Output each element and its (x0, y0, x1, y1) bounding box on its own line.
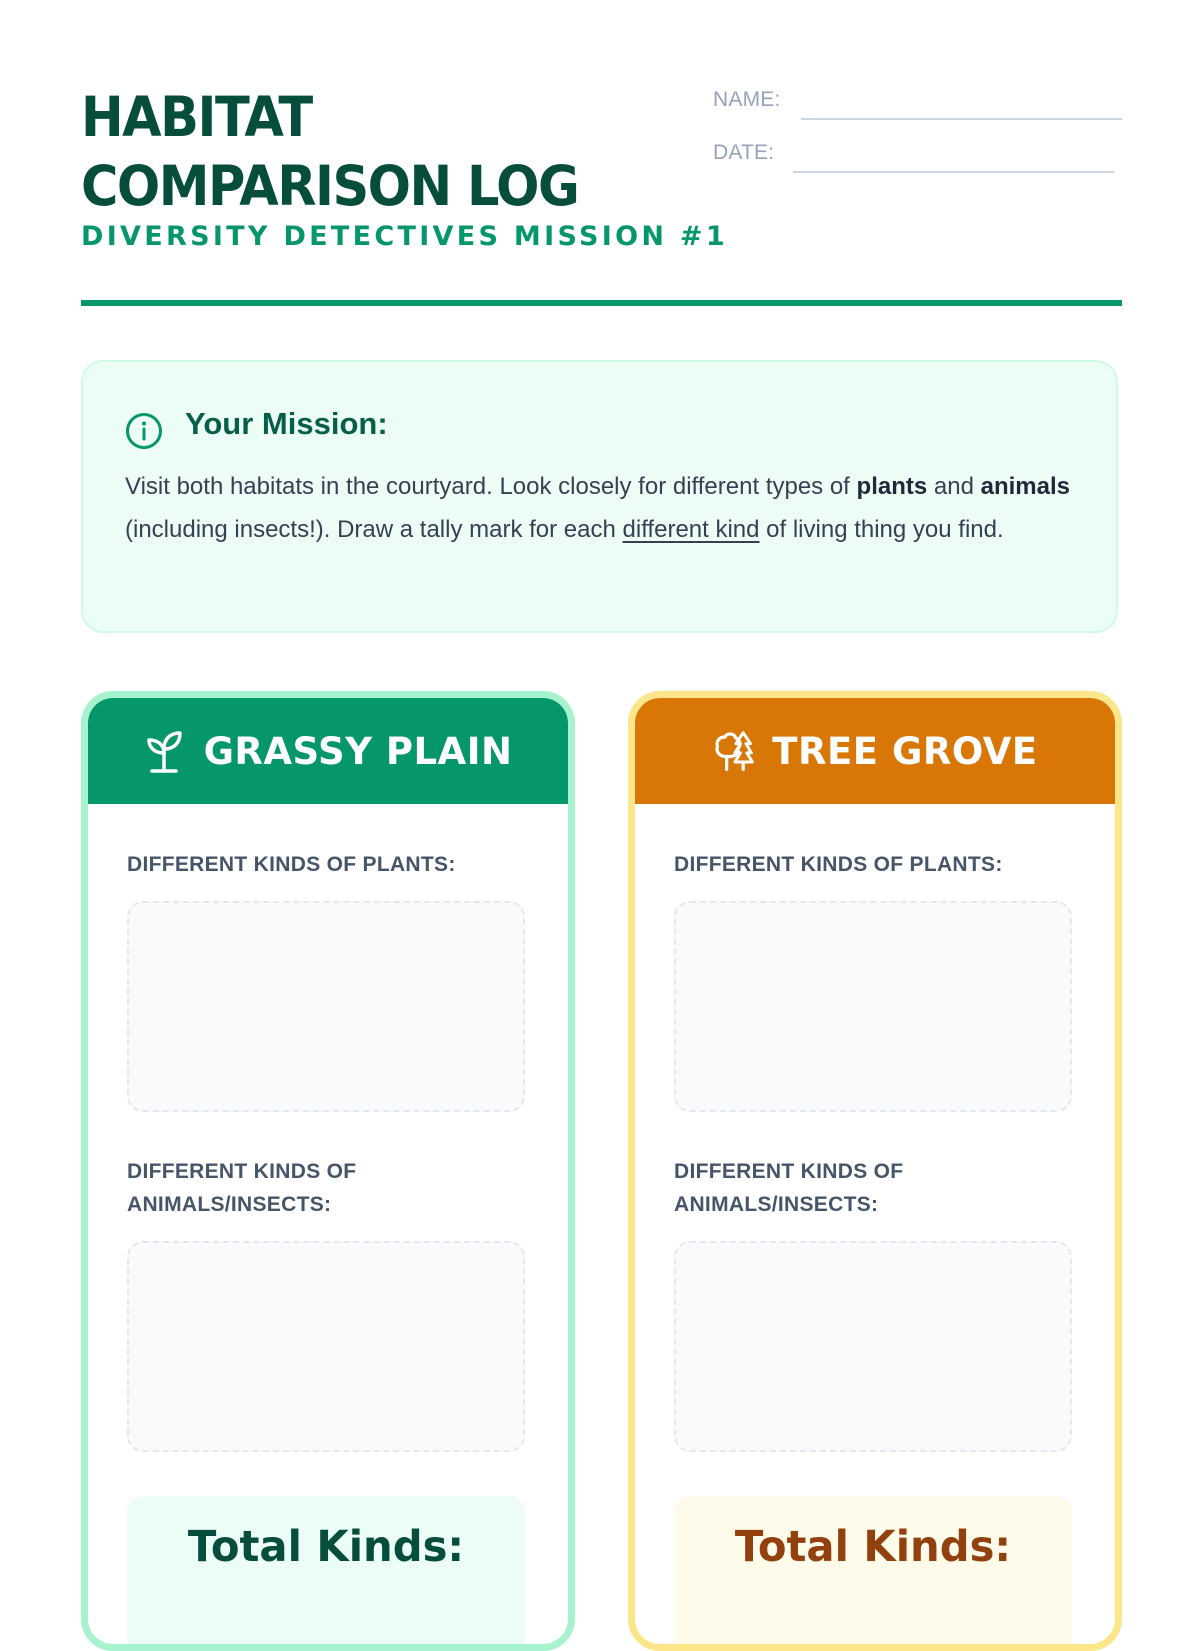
trees-icon (712, 727, 756, 775)
tree-grove-card (628, 691, 1122, 1651)
plants-tally-box[interactable] (674, 901, 1072, 1112)
plants-label: DIFFERENT KINDS OF PLANTS: (127, 853, 456, 876)
name-line[interactable] (801, 118, 1122, 120)
tree-grove-header (635, 698, 1115, 804)
mission-instructions: Visit both habitats in the courtyard. Look closely for different types of plants and animals (including insects!). Draw a tally mark for each different kind of living thing you find. (125, 473, 1070, 543)
total-kinds-box[interactable] (127, 1496, 525, 1651)
total-kinds-label: Total Kinds: (734, 1522, 1012, 1572)
grassy-plain-header (88, 698, 568, 804)
animals-tally-box[interactable] (127, 1241, 525, 1452)
name-field[interactable] (713, 84, 1122, 124)
worksheet-header (81, 84, 1122, 324)
sprout-icon (144, 727, 188, 775)
info-icon (125, 412, 163, 450)
animals-label: DIFFERENT KINDS OF ANIMALS/INSECTS: (674, 1160, 904, 1216)
date-label: DATE: (713, 141, 775, 164)
plants-label: DIFFERENT KINDS OF PLANTS: (674, 853, 1003, 876)
page-subtitle: DIVERSITY DETECTIVES MISSION #1 (81, 221, 728, 252)
grassy-plain-title: GRASSY PLAIN (203, 729, 513, 773)
mission-box (81, 360, 1118, 633)
tree-grove-title: TREE GROVE (772, 729, 1038, 773)
plants-tally-box[interactable] (127, 901, 525, 1112)
header-divider (81, 300, 1122, 306)
animals-label: DIFFERENT KINDS OF ANIMALS/INSECTS: (127, 1160, 357, 1216)
grassy-plain-card (81, 691, 575, 1651)
mission-title: Your Mission: (185, 406, 388, 441)
date-line[interactable] (793, 171, 1114, 173)
total-kinds-label: Total Kinds: (187, 1522, 465, 1572)
page-title: HABITAT COMPARISON LOG (81, 86, 579, 219)
date-field[interactable] (713, 137, 1114, 177)
total-kinds-box[interactable] (674, 1496, 1072, 1651)
animals-tally-box[interactable] (674, 1241, 1072, 1452)
name-label: NAME: (713, 88, 781, 111)
